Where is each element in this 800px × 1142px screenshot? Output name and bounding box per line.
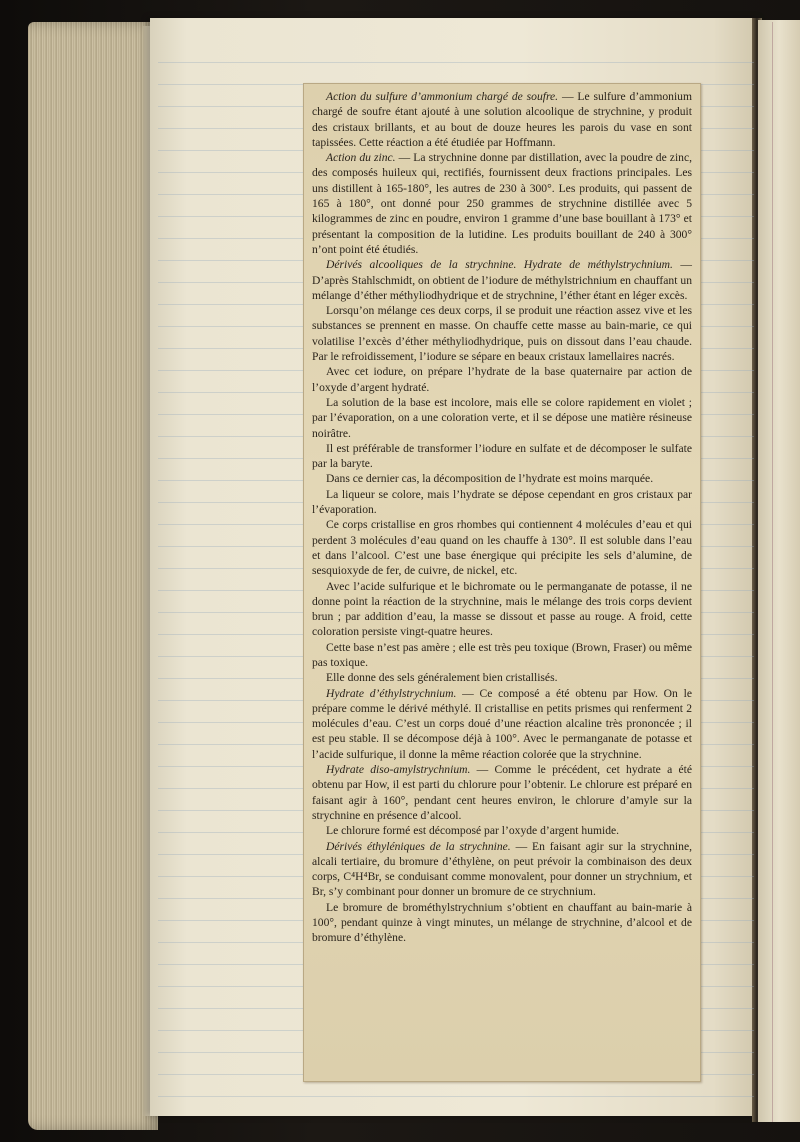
paragraph: [312, 839, 692, 900]
paragraph-heading: Hydrate diso-amylstrychnium.: [326, 763, 471, 777]
paragraph-heading: Hydrate d’éthylstrychnium.: [326, 686, 457, 700]
paragraph-text: Avec l’acide sulfurique et le bichromate ou le permanganate de potasse, il ne donne point la réaction de la strychnine, mais le mélange des trois corps devient brun ; par addition d’eau, la masse se dissout et passe au rouge. A froid, cette coloration persiste vingt-quatre heures.: [312, 579, 692, 639]
paragraph: [312, 441, 692, 472]
paragraph-text: — Ce composé a été obtenu par How. On le prépare comme le dérivé méthylé. Il cristallise en petits prismes qui renferment 2 molécules d’eau. C’est un corps doué d’une réaction alcaline très prononcée ; il est peu stable. Il se décompose déjà à 100°. Avec le permanganate de potasse et l’acide sulfurique, il donne la même réaction colorée que la strychnine.: [312, 686, 692, 761]
paragraph: [312, 686, 692, 762]
paragraph: [312, 257, 692, 303]
pasted-clipping: [303, 83, 701, 1082]
paragraph-text: — D’après Stahlschmidt, on obtient de l’iodure de méthylstrichnium en chauffant un mélange d’éther méthyliodhydrique et de strychnine, l’éther étant en léger excès.: [312, 258, 692, 302]
page-stack: [28, 22, 158, 1130]
paragraph-text: Le chlorure formé est décomposé par l’oxyde d’argent humide.: [326, 824, 620, 838]
paragraph: [312, 364, 692, 395]
paragraph: [312, 303, 692, 364]
paragraph-heading: Dérivés éthyléniques de la strychnine.: [326, 839, 511, 853]
paragraph-text: Cette base n’est pas amère ; elle est très peu toxique (Brown, Fraser) ou même pas toxique.: [312, 640, 692, 669]
paragraph-text: La liqueur se colore, mais l’hydrate se dépose cependant en gros cristaux par l’évaporation.: [312, 487, 692, 517]
ruled-line: [158, 62, 754, 63]
paragraph: [312, 395, 692, 441]
paragraph-text: Ce corps cristallise en gros rhombes qui contiennent 4 molécules d’eau et qui perdent 3 molécules d’eau quand on les chauffe à 130°. Il est soluble dans l’eau et dans l’alcool. C’est une base énergique qui précipite les sels d’alumine, de sesquioxyde de fer, de cuivre, de nickel, etc.: [312, 518, 692, 578]
clipping-text: [312, 89, 692, 946]
paragraph: [312, 823, 692, 838]
paragraph-text: — En faisant agir sur la strychnine, alcali tertiaire, du bromure d’éthylène, on peut prévoir la combinaison des deux corps, C⁴H⁴Br, se conduisant comme monovalent, pour donner un strychnium, et Br, s’y combinant pour donner un bromure de ce strychnium.: [312, 839, 692, 899]
paragraph: [312, 640, 692, 671]
margin-line: [772, 22, 773, 1122]
paragraph-heading: Action du zinc.: [326, 151, 396, 165]
right-page: [758, 20, 800, 1122]
paragraph-heading: Action du sulfure d’ammonium chargé de soufre.: [326, 90, 559, 103]
paragraph: [312, 150, 692, 257]
paragraph-text: — Comme le précédent, cet hydrate a été obtenu par How, il est parti du chlorure pour l’obtenir. Le chlorure est préparé en faisant agir à 160°, pendant cent heures environ, le chlorure d’amyle sur la strychnine en présence d’alcool.: [312, 763, 692, 822]
paragraph: [312, 471, 692, 486]
paragraph-text: Lorsqu’on mélange ces deux corps, il se produit une réaction assez vive et les substances se prennent en masse. On chauffe cette masse au bain-marie, ce qui volatilise l’excès d’éther méthyliodhydrique, puis on dissout dans l’eau chaude. Par le refroidissement, l’iodure se sépare en beaux cristaux lamellaires nacrés.: [312, 304, 692, 364]
paragraph-text: — Le sulfure d’ammonium chargé de soufre étant ajouté à une solution alcoolique de strychnine, y produit des cristaux brillants, et au bout de douze heures les parois du vase en sont tapissées. Cette réaction a été étudiée par Hoffmann.: [312, 90, 692, 149]
ruled-line: [158, 1096, 754, 1097]
paragraph-text: La solution de la base est incolore, mais elle se colore rapidement en violet ; par l’évaporation, on a une coloration verte, et il se dépose une matière résineuse noirâtre.: [312, 395, 692, 440]
paragraph: [312, 670, 692, 685]
paragraph-text: Il est préférable de transformer l’iodure en sulfate et de décomposer le sulfate par la baryte.: [312, 441, 692, 471]
paragraph: [312, 900, 692, 946]
paragraph: [312, 517, 692, 578]
paragraph-text: Le bromure de brométhylstrychnium s’obtient en chauffant au bain-marie à 100°, pendant quinze à vingt minutes, un mélange de strychnine, d’alcool et de bromure d’éthylène.: [312, 900, 692, 945]
paragraph: [312, 579, 692, 640]
paragraph: [312, 487, 692, 518]
paragraph-text: Dans ce dernier cas, la décomposition de l’hydrate est moins marquée.: [326, 472, 654, 486]
paragraph-text: Avec cet iodure, on prépare l’hydrate de la base quaternaire par action de l’oxyde d’argent hydraté.: [312, 365, 692, 394]
paragraph-heading: Dérivés alcooliques de la strychnine. Hydrate de méthylstrychnium.: [326, 258, 673, 272]
paragraph: [312, 762, 692, 823]
paragraph-text: Elle donne des sels généralement bien cristallisés.: [326, 671, 558, 685]
paragraph: [312, 89, 692, 150]
paragraph-text: — La strychnine donne par distillation, avec la poudre de zinc, des composés huileux qui, rectifiés, fournissent deux fractions principales. Les uns distillent à 165-180°, les autres de 230 à 300°. Les produits, qui passent de 165 à 180°, ont donné pour 250 grammes de strychnine distillée avec 5 kilogrammes de zinc en poudre, environ 1 gramme d’une base bouillant à 173° et présentant la composition de la lutidine. Les produits bouillant de 240 à 300° n’ont point été étudiés.: [312, 151, 693, 256]
